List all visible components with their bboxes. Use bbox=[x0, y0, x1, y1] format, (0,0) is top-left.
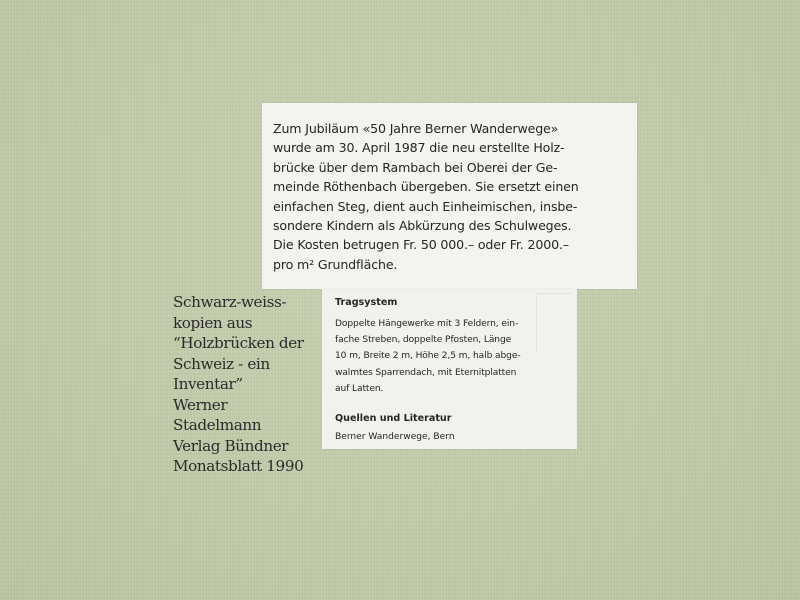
clipping-details bbox=[322, 289, 577, 449]
description-text: Zum Jubiläum «50 Jahre Berner Wanderwege» wurde am 30. April 1987 die neu erstellte Holz- brücke über dem Rambach bei Oberei der Ge- meinde Röthenbach übergeben. Sie ersetzt einen einfachen Steg, dient auch Einheimischen, insbe- sondere Kindern als Abkürzung des Schulweges. Die Kosten betrugen Fr. 50 000.– oder Fr. 2000.– pro m² Grundfläche. bbox=[273, 121, 579, 272]
handwritten-source-note: Schwarz-weiss- kopien aus “Holzbrücken der Schweiz - ein Inventar” Werner Stadelmann Verlag Bündner Monatsblatt 1990 bbox=[173, 293, 304, 475]
clipping-description bbox=[262, 103, 637, 289]
quellen-heading: Quellen und Literatur bbox=[335, 413, 452, 424]
tragsystem-heading: Tragsystem bbox=[335, 297, 398, 308]
quellen-text: Berner Wanderwege, Bern bbox=[335, 432, 455, 442]
tragsystem-text: Doppelte Hängewerke mit 3 Feldern, ein- fache Streben, doppelte Pfosten, Länge 10 m, Breite 2 m, Höhe 2,5 m, halb abge- walmtes Sparrendach, mit Eternitplatten auf Latten. bbox=[335, 319, 521, 394]
